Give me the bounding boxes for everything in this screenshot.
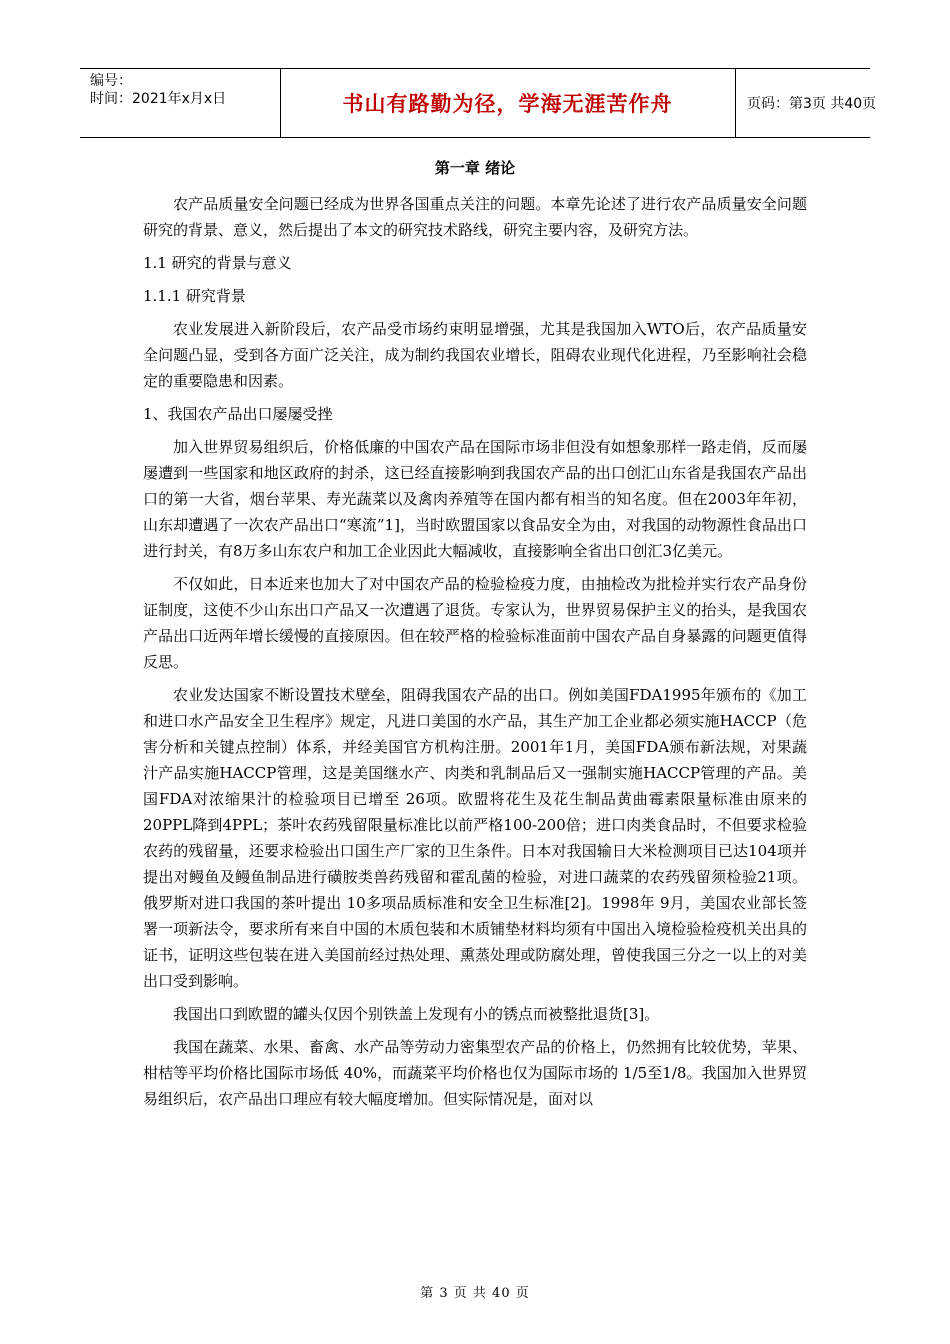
paragraph: 我国出口到欧盟的罐头仅因个别铁盖上发现有小的锈点而被整批退货[3]。 [173,1005,660,1023]
paragraph-intro: 农产品质量安全问题已经成为世界各国重点关注的问题。本章先论述了进行农产品质量安全问题研究的背景、意义，然后提出了本文的研究技术路线，研究主要内容，及研究方法。 [143,195,807,239]
section-heading: 1.1 研究的背景与意义 [143,254,292,272]
paragraph: 加入世界贸易组织后，价格低廉的中国农产品在国际市场非但没有如想象那样一路走俏，反而屡屡遭到一些国家和地区政府的封杀，这已经直接影响到我国农产品的出口创汇山东省是我国农产品出口的第一大省，烟台苹果、寿光蔬菜以及禽肉养殖等在国内都有相当的知名度。但在2003年年初，山东却遭遇了一次农产品出口“寒流”1]，当时欧盟国家以食品安全为由，对我国的动物源性食品出口进行封关，有8万多山东农户和加工企业因此大幅减收，直接影响全省出口创汇3亿美元。 [143,438,807,560]
header-info-cell [80,69,281,137]
page-footer: 第 3 页 共 40 页 [420,1286,530,1301]
subsection-heading: 1.1.1 研究背景 [143,287,246,305]
chapter-title: 第一章 绪论 [434,159,516,177]
page-header [80,68,877,138]
header-motto-cell [280,69,736,137]
motto: 书山有路勤为径，学海无涯苦作舟 [342,92,673,116]
paragraph: 我国在蔬菜、水果、畜禽、水产品等劳动力密集型农产品的价格上，仍然拥有比较优势，苹果、柑桔等平均价格比国际市场低 40%，而蔬菜平均价格也仅为国际市场的 1/5至1/8。我国加入世界贸易组织后，农产品出口理应有较大幅度增加。但实际情况是，面对以 [143,1038,807,1108]
paragraph: 农业发展进入新阶段后，农产品受市场约束明显增强，尤其是我国加入WTO后，农产品质量安全问题凸显，受到各方面广泛关注，成为制约我国农业增长，阻碍农业现代化进程，乃至影响社会稳定的重要隐患和因素。 [143,320,807,390]
header-page-cell [735,69,877,137]
page-info: 页码：第3页 共40页 [747,96,877,112]
paragraph: 农业发达国家不断设置技术壁垒，阻碍我国农产品的出口。例如美国FDA1995年颁布的《加工和进口水产品安全卫生程序》规定，凡进口美国的水产品，其生产加工企业都必须实施HACCP（危害分析和关键点控制）体系，并经美国官方机构注册。2001年1月，美国FDA颁布新法规，对果蔬汁产品实施HACCP管理，这是美国继水产、肉类和乳制品后又一强制实施HACCP管理的产品。美国FDA对浓缩果汁的检验项目已增至 26项。欧盟将花生及花生制品黄曲霉素限量标准由原来的20PPL降到4PPL；茶叶农药残留限量标准比以前严格100-200倍；进口肉类食品时，不但要求检验农药的残留量，还要求检验出口国生产厂家的卫生条件。日本对我国输日大米检测项目已达104项并提出对鳗鱼及鳗鱼制品进行磺胺类兽药残留和霍乱菌的检验，对进口蔬菜的农药残留须检验21项。俄罗斯对进口我国的茶叶提出 10多项品质标准和安全卫生标准[2]。1998年 9月，美国农业部长签署一项新法令，要求所有来自中国的木质包装和木质铺垫材料均须有中国出入境检验检疫机关出具的证书，证明这些包装在进入美国前经过热处理、熏蒸处理或防腐处理，曾使我国三分之一以上的对美出口受到影响。 [143,686,807,990]
paragraph: 不仅如此，日本近来也加大了对中国农产品的检验检疫力度，由抽检改为批检并实行农产品身份证制度，这使不少山东出口产品又一次遭遇了退货。专家认为，世界贸易保护主义的抬头，是我国农产品出口近两年增长缓慢的直接原因。但在较严格的检验标准面前中国农产品自身暴露的问题更值得反思。 [143,575,807,671]
time-label: 时间：2021年x月x日 [90,91,227,107]
list-heading: 1、我国农产品出口屡屡受挫 [143,405,333,423]
document-body [143,155,807,1119]
number-label: 编号： [90,73,132,89]
